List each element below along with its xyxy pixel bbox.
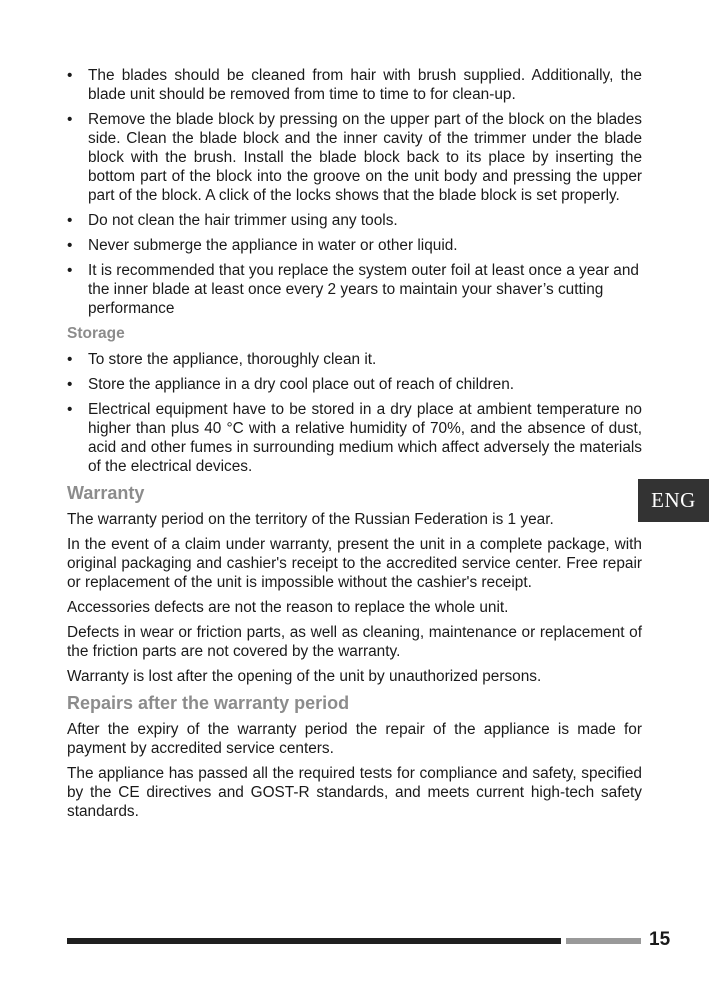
- page-number: 15: [649, 929, 671, 950]
- warranty-heading: Warranty: [67, 483, 145, 503]
- storage-list: [67, 350, 642, 476]
- list-item: • The blades should be cleaned from hair with brush supplied. Additionally, the blade unit should be removed from time to time to for clean-up.: [67, 66, 642, 104]
- warranty-paragraph: The warranty period on the territory of the Russian Federation is 1 year.: [67, 511, 554, 528]
- footer-rule-dark: [67, 938, 561, 944]
- list-item: • Electrical equipment have to be stored in a dry place at ambient temperature no higher than plus 40 °C with a relative humidity of 70%, and the absence of dust, acid and other fumes in surrounding medium which affect adversely the materials of the electrical devices.: [67, 400, 642, 476]
- warranty-paragraph: In the event of a claim under warranty, present the unit in a complete package, with original packaging and cashier's receipt to the accredited service center. Free repair or replacement of the unit is impossible without the cashier's receipt.: [67, 536, 642, 591]
- list-item: • To store the appliance, thoroughly clean it.: [67, 350, 642, 369]
- repairs-paragraph: The appliance has passed all the required tests for compliance and safety, specified by the CE directives and GOST-R standards, and meets current high-tech safety standards.: [67, 765, 642, 820]
- storage-heading: Storage: [67, 325, 125, 342]
- language-tab: ENG: [638, 479, 709, 522]
- warranty-paragraph: Accessories defects are not the reason to replace the whole unit.: [67, 599, 509, 616]
- warranty-paragraph: Warranty is lost after the opening of the unit by unauthorized persons.: [67, 668, 542, 685]
- list-item: • Never submerge the appliance in water or other liquid.: [67, 236, 642, 255]
- list-item: • Store the appliance in a dry cool place out of reach of children.: [67, 375, 642, 394]
- repairs-paragraph: After the expiry of the warranty period the repair of the appliance is made for payment by accredited service centers.: [67, 721, 642, 757]
- list-item: • Do not clean the hair trimmer using any tools.: [67, 211, 642, 230]
- footer-rule-light: [566, 938, 641, 944]
- page-content: [67, 66, 642, 827]
- list-item: • Remove the blade block by pressing on the upper part of the block on the blades side. Clean the blade block and the inner cavity of the trimmer under the blade block with the brush. Install the blade block back to its place by inserting the bottom part of the block into the groove on the unit body and pressing the upper part of the block. A click of the locks shows that the blade block is set properly.: [67, 110, 642, 205]
- list-item: • It is recommended that you replace the system outer foil at least once a year and the inner blade at least once every 2 years to maintain your shaver’s cutting performance: [67, 261, 642, 318]
- repairs-heading: Repairs after the warranty period: [67, 693, 350, 713]
- cleaning-list: [67, 66, 642, 318]
- warranty-paragraph: Defects in wear or friction parts, as well as cleaning, maintenance or replacement of the friction parts are not covered by the warranty.: [67, 624, 642, 660]
